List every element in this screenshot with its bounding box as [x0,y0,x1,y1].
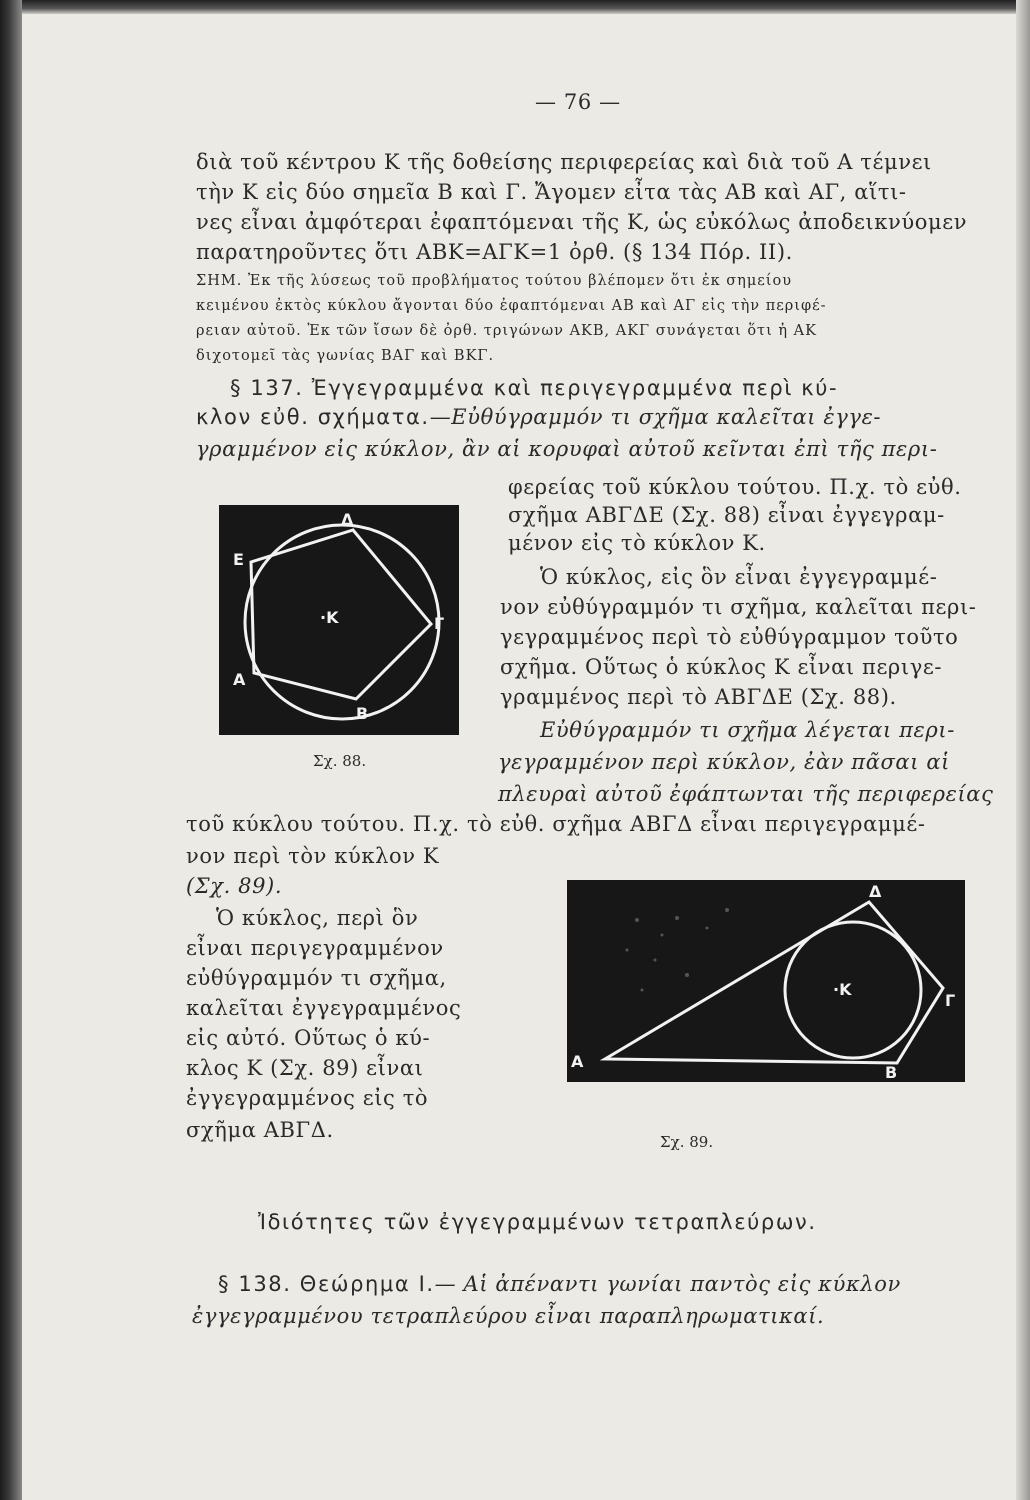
right-col-line: Εὐθύγραμμόν τι σχῆμα λέγεται περι- [540,718,955,742]
figure-88-drawing [219,505,459,735]
note-line: κειμένου ἐκτὸς κύκλου ἄγονται δύο ἐφαπτόμεναι ΑΒ καὶ ΑΓ εἰς τὴν περιφέ- [196,298,827,314]
right-col-line: νον εὐθύγραμμόν τι σχῆμα, καλεῖται περι- [500,595,977,619]
note-line: ΣΗΜ. Ἐκ τῆς λύσεως τοῦ προβλήματος τούτου βλέπομεν ὅτι ἐκ σημείου [196,273,793,289]
vertex-label-b: Β [356,704,369,723]
left-col-line: κλος Κ (Σχ. 89) εἶναι [186,1056,424,1080]
note-line: διχοτομεῖ τὰς γωνίας ΒΑΓ καὶ ΒΚΓ. [196,348,495,364]
right-col-line: πλευραὶ αὐτοῦ ἐφάπτωνται τῆς περιφερείας [498,782,994,806]
intro-line: νες εἶναι ἀμφότεραι ἐφαπτόμεναι τῆς Κ, ὡς εὐκόλως ἀποδεικνύομεν [196,210,968,234]
left-col-line: εἰς αὐτό. Οὕτως ὁ κύ- [186,1026,431,1050]
figure-89 [567,880,965,1082]
figure-88-caption: Σχ. 88. [313,752,367,770]
theorem-text: — Αἱ ἀπέναντι γωνίαι παντὸς εἰς κύκλον [434,1272,901,1296]
left-col-line: νον περὶ τὸν κύκλον Κ [186,844,440,868]
center-label-k: ·Κ [320,608,339,627]
left-col-line: εἶναι περιγεγραμμένον [186,936,444,960]
vertex-label-d: Δ [869,882,882,901]
section-137-heading-2: κλον εὐθ. σχήματα. [196,405,430,429]
note-line: ρειαν αὐτοῦ. Ἐκ τῶν ἴσων δὲ ὀρθ. τριγώνων ΑΚΒ, ΑΚΓ συνάγεται ὅτι ἡ ΑΚ [196,323,817,339]
section-138-heading: § 138. Θεώρημα Ι. [218,1272,435,1296]
left-col-line: (Σχ. 89). [186,874,283,898]
section-138-line [218,1272,901,1296]
right-col-line: γεγραμμένος περὶ τὸ εὐθύγραμμον τοῦτο [500,625,959,649]
section-137-definition: —Εὐθύγραμμόν τι σχῆμα καλεῖται ἐγγε- [429,405,882,429]
figure-89-drawing [567,880,965,1082]
section-137-heading-cont [196,405,881,429]
scan-speckles [626,908,730,992]
quadrilateral [605,902,943,1063]
section-title: Ἰδιότητες τῶν ἐγγεγραμμένων τετραπλεύρων. [258,1210,817,1234]
left-col-line: σχῆμα ΑΒΓΔ. [186,1118,334,1142]
scan-left-edge [0,0,22,1500]
intro-line: διὰ τοῦ κέντρου Κ τῆς δοθείσης περιφερείας καὶ διὰ τοῦ Α τέμνει [196,150,932,174]
section-137-heading: § 137. Ἐγγεγραμμένα καὶ περιγεγραμμένα περὶ κύ- [230,376,839,400]
right-col-line: σχῆμα ΑΒΓΔΕ (Σχ. 88) εἶναι ἐγγεγραμ- [508,503,945,527]
page-number: — 76 — [535,90,621,114]
left-col-line: καλεῖται ἐγγεγραμμένος [186,996,462,1020]
center-label-k: ·Κ [833,980,852,999]
vertex-label-d: Δ [341,510,354,529]
theorem-text-cont: ἐγγεγραμμένου τετραπλεύρου εἶναι παραπληρωματικαί. [192,1304,825,1328]
scan-right-edge [1016,0,1030,1500]
right-col-line: γραμμένος περὶ τὸ ΑΒΓΔΕ (Σχ. 88). [500,685,897,709]
left-col-line: Ὁ κύκλος, περὶ ὃν [216,906,419,930]
right-col-line: γεγραμμένον περὶ κύκλον, ἐὰν πᾶσαι αἱ [498,750,950,774]
vertex-label-g: Γ [434,614,445,633]
vertex-label-g: Γ [945,991,956,1010]
right-col-line: σχῆμα. Οὕτως ὁ κύκλος Κ εἶναι περιγε- [500,655,943,679]
right-col-line: φερείας τοῦ κύκλου τούτου. Π.χ. τὸ εὐθ. [508,475,962,499]
vertex-label-e: Ε [233,550,244,569]
vertex-label-b: Β [885,1063,898,1082]
left-col-line: εὐθύγραμμόν τι σχῆμα, [186,966,447,990]
intro-line: παρατηροῦντες ὅτι ΑΒΚ=ΑΓΚ=1 ὀρθ. (§ 134 Πόρ. ΙΙ). [196,240,793,264]
section-137-line: γραμμένον εἰς κύκλον, ἂν αἱ κορυφαὶ αὐτοῦ κεῖνται ἐπὶ τῆς περι- [196,437,938,461]
circle-k [785,922,921,1058]
pentagon [251,530,431,699]
left-col-line: ἐγγεγραμμένος εἰς τὸ [186,1086,429,1110]
right-col-line: μένον εἰς τὸ κύκλον Κ. [508,531,766,555]
full-width-line: τοῦ κύκλου τούτου. Π.χ. τὸ εὐθ. σχῆμα ΑΒΓΔ εἶναι περιγεγραμμέ- [186,812,926,836]
right-col-line: Ὁ κύκλος, εἰς ὃν εἶναι ἐγγεγραμμέ- [540,565,938,589]
vertex-label-a: Α [233,670,246,689]
vertex-label-a: Α [571,1052,584,1071]
intro-line: τὴν Κ εἰς δύο σημεῖα Β καὶ Γ. Ἄγομεν εἶτα τὰς ΑΒ καὶ ΑΓ, αἵτι- [196,180,907,204]
figure-89-caption: Σχ. 89. [660,1133,714,1151]
scan-top-edge [0,0,1030,14]
figure-88 [219,505,459,735]
